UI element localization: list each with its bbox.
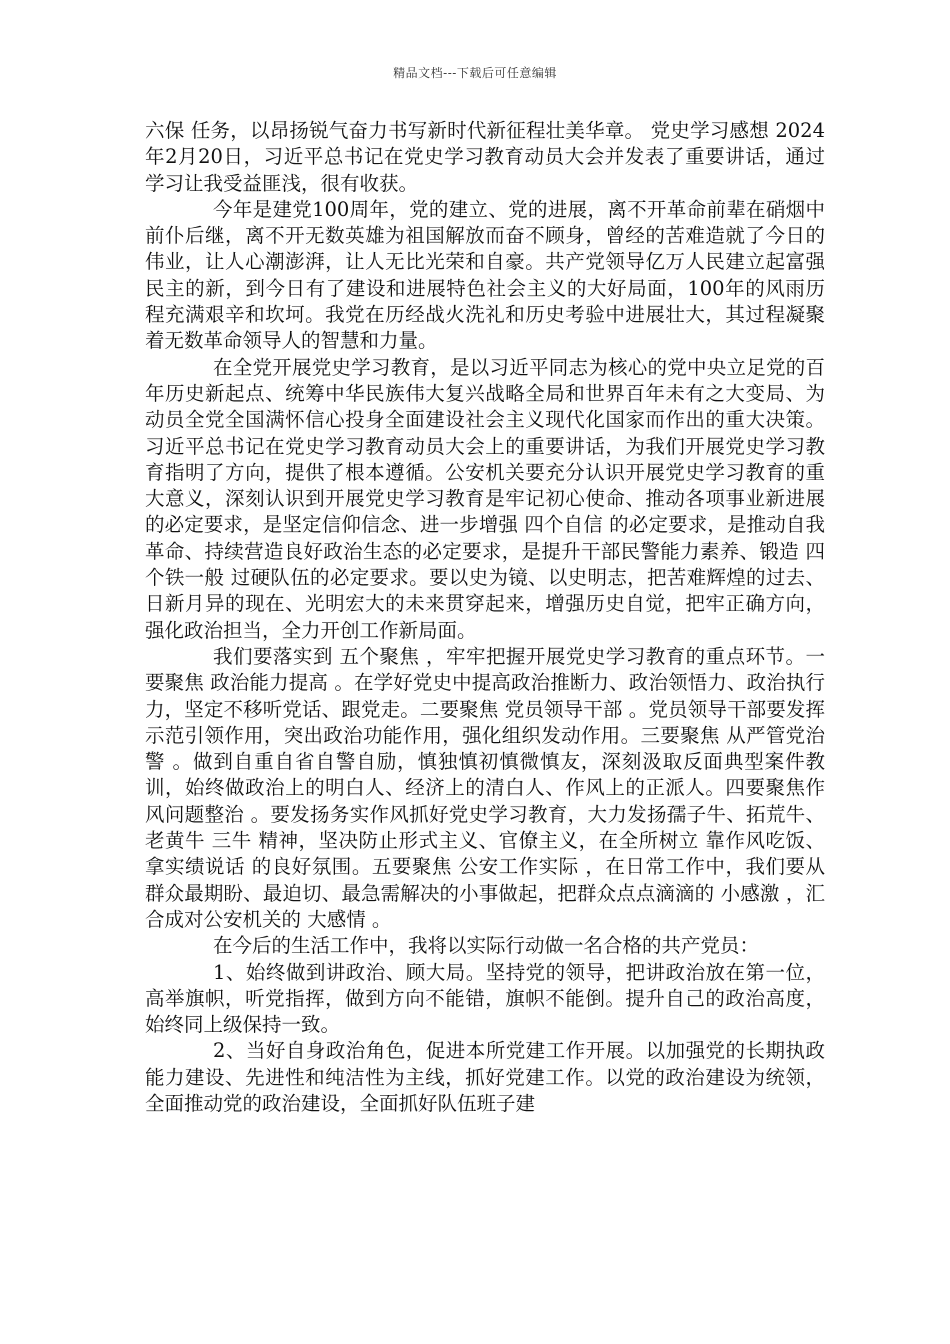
paragraph-2: 今年是建党100周年，党的建立、党的进展，离不开革命前辈在硝烟中前仆后继，离不开无数英雄为祖国解放而奋不顾身，曾经的苦难造就了今日的伟业，让人心潮澎湃，让人无比光荣和自豪。共产党领导亿万人民建立起富强民主的新，到今日有了建设和进展特色社会主义的大好局面，100年的风雨历程充满艰辛和坎坷。我党在历经战火洗礼和历史考验中进展壮大，其过程凝聚着无数革命领导人的智慧和力量。 <box>145 197 825 353</box>
document-body <box>145 118 825 1117</box>
paragraph-6: 1、始终做到讲政治、顾大局。坚持党的领导，把讲政治放在第一位，高举旗帜，听党指挥，做到方向不能错，旗帜不能倒。提升自己的政治高度，始终同上级保持一致。 <box>145 960 825 1037</box>
paragraph-7: 2、当好自身政治角色，促进本所党建工作开展。以加强党的长期执政能力建设、先进性和纯洁性为主线，抓好党建工作。以党的政治建设为统领，全面推动党的政治建设，全面抓好队伍班子建 <box>145 1039 825 1115</box>
paragraph-4: 我们要落实到 五个聚焦 ，牢牢把握开展党史学习教育的重点环节。一要聚焦 政治能力提高 。在学好党史中提高政治推断力、政治领悟力、政治执行力，坚定不移听党话、跟党走。二要聚焦 党员领导干部 。党员领导干部要发挥示范引领作用，突出政治功能作用，强化组织发动作用。三要聚焦 从严管党治警 。做到自重自省自警自励，慎独慎初慎微慎友，深刻汲取反面典型案件教训，始终做政治上的明白人、经济上的清白人、作风上的正派人。四要聚焦作风问题整治 。要发扬务实作风抓好党史学习教育，大力发扬孺子牛、拓荒牛、老黄牛 三牛 精神，坚决防止形式主义、官僚主义，在全所树立 靠作风吃饭、拿实绩说话 的良好氛围。五要聚焦 公安工作实际 ，在日常工作中，我们要从群众最期盼、最迫切、最急需解决的小事做起，把群众点点滴滴的 小感激 ，汇合成对公安机关的 大感情 。 <box>145 644 825 931</box>
paragraph-3: 在全党开展党史学习教育，是以习近平同志为核心的党中央立足党的百年历史新起点、统筹中华民族伟大复兴战略全局和世界百年未有之大变局、为动员全党全国满怀信心投身全面建设社会主义现代化国家而作出的重大决策。习近平总书记在党史学习教育动员大会上的重要讲话，为我们开展党史学习教育指明了方向，提供了根本遵循。公安机关要充分认识开展党史学习教育的重大意义，深刻认识到开展党史学习教育是牢记初心使命、推动各项事业新进展的必定要求，是坚定信仰信念、进一步增强 四个自信 的必定要求，是推动自我革命、持续营造良好政治生态的必定要求，是提升干部民警能力素养、锻造 四个铁一般 过硬队伍的必定要求。要以史为镜、以史明志，把苦难辉煌的过去、日新月异的现在、光明宏大的未来贯穿起来，增强历史自觉，把牢正确方向，强化政治担当，全力开创工作新局面。 <box>145 355 825 642</box>
paragraph-1: 六保 任务，以昂扬锐气奋力书写新时代新征程壮美华章。 党史学习感想 2024年2月20日，习近平总书记在党史学习教育动员大会并发表了重要讲话，通过学习让我受益匪浅，很有收获。 <box>145 119 825 195</box>
paragraph-5: 在今后的生活工作中，我将以实际行动做一名合格的共产党员： <box>213 934 760 958</box>
page-header: 精品文档---下载后可任意编辑 <box>393 66 557 80</box>
